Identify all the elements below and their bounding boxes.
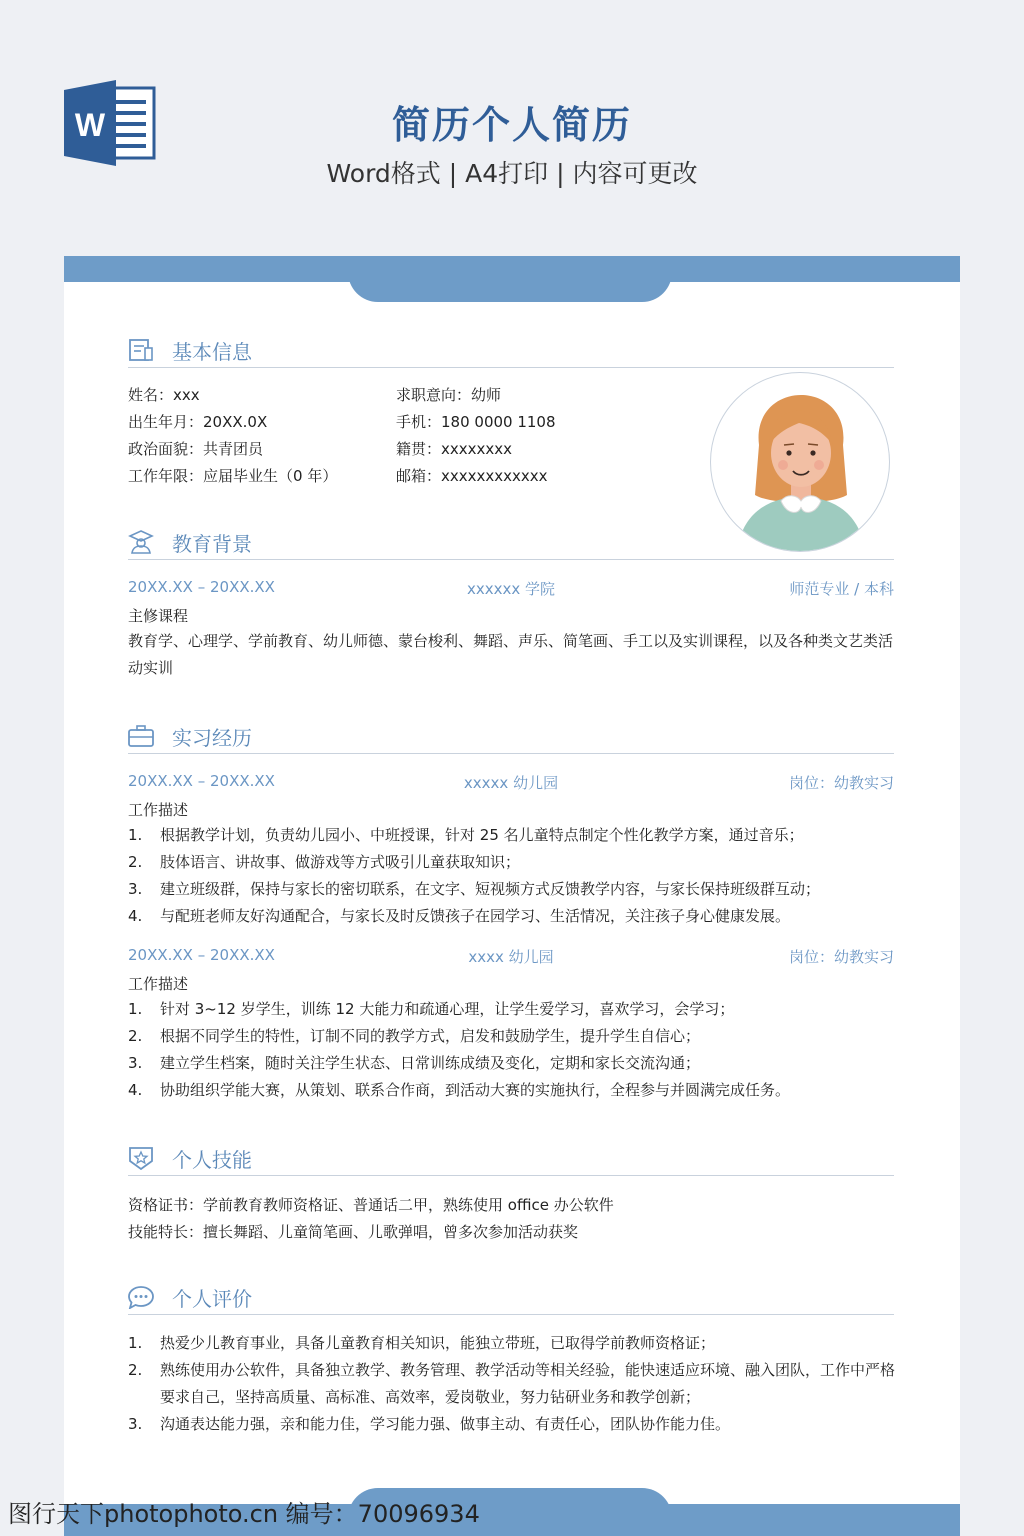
- watermark-text: 图行天下photophoto.cn 编号：70096934: [8, 1500, 480, 1528]
- info-phone: 手机：180 0000 1108: [396, 413, 556, 431]
- info-name: 姓名：xxx: [128, 386, 200, 404]
- section-title: 教育背景: [172, 532, 252, 556]
- job-desc-label: 工作描述: [128, 801, 189, 819]
- word-logo-letter: W: [74, 107, 106, 143]
- avatar: [710, 372, 890, 552]
- skill-specialty: 技能特长：擅长舞蹈、儿童简笔画、儿歌弹唱，曾多次参加活动获奖: [128, 1223, 579, 1241]
- education-major: 师范专业 / 本科: [789, 580, 894, 598]
- course-list: 教育学、心理学、学前教育、幼儿师德、蒙台梭利、舞蹈、声乐、简笔画、手工以及实训课程，以及各种类文艺类活动实训: [128, 632, 894, 677]
- education-date: 20XX.XX – 20XX.XX: [128, 578, 275, 596]
- education-row: [128, 578, 894, 600]
- info-intention: 求职意向：幼师: [396, 386, 502, 404]
- info-birth: 出生年月：20XX.0X: [128, 413, 268, 431]
- course-label: 主修课程: [128, 607, 189, 625]
- job-org: xxxxx 幼儿园: [463, 774, 559, 792]
- section-internship: [128, 722, 894, 754]
- graduate-icon: [128, 530, 154, 554]
- section-skills: [128, 1144, 894, 1176]
- job-org: xxxx 幼儿园: [468, 948, 554, 966]
- briefcase-icon: [128, 724, 154, 748]
- top-tab: [348, 256, 672, 302]
- section-education: [128, 528, 894, 560]
- job-date: 20XX.XX – 20XX.XX: [128, 772, 275, 790]
- section-basic-info: [128, 336, 894, 368]
- id-card-icon: [128, 338, 154, 362]
- page-subtitle: Word格式 | A4打印 | 内容可更改: [326, 159, 698, 188]
- job-row: [128, 946, 894, 968]
- skill-certificates: 资格证书：学前教育教师资格证、普通话二甲，熟练使用 office 办公软件: [128, 1196, 614, 1214]
- job-post: 岗位：幼教实习: [788, 774, 894, 792]
- info-work-years: 工作年限：应届毕业生（0 年）: [128, 467, 338, 485]
- info-political: 政治面貌：共青团员: [128, 440, 264, 458]
- section-title: 个人评价: [172, 1287, 252, 1311]
- page-title: 简历个人简历: [391, 103, 632, 147]
- resume-paper: 基本信息 姓名：xxx 出生年月：20XX.0X 政治面貌：共青团员 工作年限：应届毕业生（0 年） 求职意向：幼师 手机：180 0000 1108 籍贯：xxxxxxxx 邮箱：xxxxxxxxxxxx 教育背景 20XX.XX – 20XX.XX xxxxxx 学院 师范专业 / 本科 主修课程 教育学、心理学、学前教育、幼儿师德、蒙台梭利、舞蹈、声乐、简笔画、手工以及实训课程，以及各种类文艺类活动实训 实习经历 20XX.XX – 20XX.XX xxxxx 幼儿园 岗位：幼教实习 工作描述 1. 根据教学计划，负责幼儿园小、中班授课，针对 25 名儿童特点制定个性化教学方案，通过音乐； 2. 肢体语言、讲故事、做游戏等方式吸引儿童获取知识； 3. 建立班级群，保持与家长的密切联系，在文字、短视频方式反馈教学内容，与家长保持班级群互动； 4. 与配班老师友好沟通配合，与家长及时反馈孩子在园学习、生活情况，关注孩子身心健康发展。 20XX.XX – 20XX.XX xxxx 幼儿园 岗位：幼教实习 工作描述 1. 针对 3~12 岁学生，训练 12 大能力和疏通心理，让学生爱学习，喜欢学习，会学习； 2. 根据不同学生的特性，订制不同的教学方式，启发和鼓励学生，提升学生自信心； 3. 建立学生档案，随时关注学生状态、日常训练成绩及变化，定期和家长交流沟通； 4. 协助组织学能大赛，从策划、联系合作商，到活动大赛的实施执行，全程参与并圆满完成任务。 个人技能 资格证书：学前教育教师资格证、普通话二甲，熟练使用 office 办公软件 技能特长：擅长舞蹈、儿童简笔画、儿歌弹唱，曾多次参加活动获奖 个人评价 1. 热爱少儿教育事业，具备儿童教育相关知识，能独立带班，已取得学前教师资格证； 2. 熟练使用办公软件，具备独立教学、教务管理、教学活动等相关经验，能快速适应环境、融入团队，工作中严格要求自己，坚持高质量、高标准、高效率，爱岗敬业，努力钻研业务和教学创新； 3. 沟通表达能力强，亲和能力佳，学习能力强、做事主动、有责任心，团队协作能力佳。: [64, 256, 960, 1536]
- job-desc-label: 工作描述: [128, 975, 189, 993]
- chat-bubble-icon: [128, 1285, 154, 1309]
- section-evaluation: [128, 1283, 894, 1315]
- job-date: 20XX.XX – 20XX.XX: [128, 946, 275, 964]
- job-post: 岗位：幼教实习: [788, 948, 894, 966]
- avatar-illustration: [711, 373, 890, 552]
- star-badge-icon: [128, 1146, 154, 1170]
- info-email: 邮箱：xxxxxxxxxxxx: [396, 467, 548, 485]
- education-school: xxxxxx 学院: [466, 580, 556, 598]
- section-title: 实习经历: [172, 726, 252, 750]
- job-row: [128, 772, 894, 794]
- section-title: 基本信息: [172, 340, 252, 364]
- section-title: 个人技能: [172, 1148, 252, 1172]
- info-hometown: 籍贯：xxxxxxxx: [396, 440, 513, 458]
